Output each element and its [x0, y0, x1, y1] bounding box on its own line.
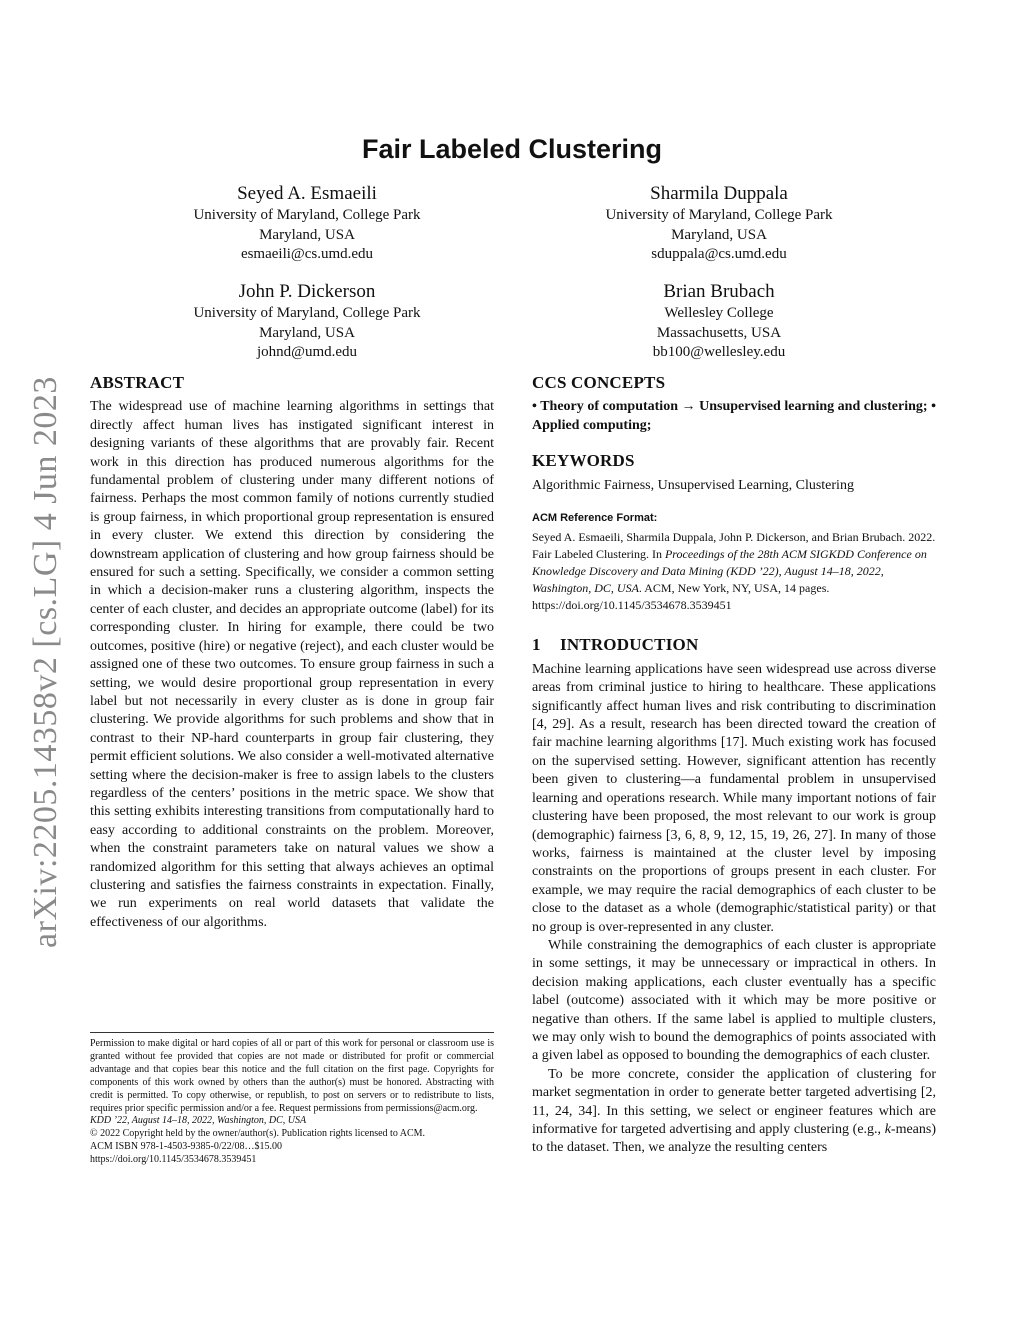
- reference-lead: Seyed A. Esmaeili, Sharmila Duppala, John P. Dickerson, and Brian Brubach. 2022. Fair Labeled Clustering. In: [532, 530, 936, 562]
- author-block: [539, 182, 899, 265]
- section-number: 1: [532, 635, 541, 655]
- author-name: Brian Brubach: [663, 281, 775, 302]
- arxiv-identifier: arXiv:2205.14358v2 [cs.LG] 4 Jun 2023: [27, 376, 64, 948]
- author-location: Massachusetts, USA: [656, 324, 782, 341]
- introduction-heading: [532, 636, 936, 654]
- author-affiliation: Wellesley College: [664, 305, 774, 321]
- author-location: Maryland, USA: [259, 324, 355, 341]
- author-email[interactable]: bb100@wellesley.edu: [652, 344, 786, 360]
- copyright-line: © 2022 Copyright held by the owner/author(s). Publication rights licensed to ACM.: [90, 1128, 426, 1140]
- author-block: [127, 182, 487, 265]
- intro-paragraph: Machine learning applications have seen widespread use across diverse areas from criminal justice to hiring to healthcare. These applications significantly affect human lives and risk contributing to discrimination [4, 29]. As a result, research has been directed toward the creation of fair machine learning algorithms [17]. Much existing work has focused on the supervised setting. However, significant attention has recently been given to clustering—a fundamental problem in unsupervised learning and operations research. While many important notions of fair clustering have been proposed, the most relevant to our work is group (demographic) fairness [3, 6, 8, 9, 12, 15, 19, 26, 27]. In many of those works, fairness is maintained at the cluster level by imposing constraints on the proportions of groups present in each cluster. For example, we may require the racial demographics of each cluster to be close to the dataset as a whole (demographic/statistical parity) or that no group is over-represented in any cluster.: [532, 661, 936, 935]
- left-column: [90, 374, 494, 932]
- author-location: Maryland, USA: [259, 226, 355, 243]
- section-title: INTRODUCTION: [560, 635, 699, 655]
- author-name: John P. Dickerson: [238, 281, 376, 302]
- ccs-item: Theory of computation: [540, 399, 678, 415]
- author-email[interactable]: sduppala@cs.umd.edu: [651, 246, 787, 262]
- intro-text: -means) to the dataset. Then, we analyze the resulting centers: [532, 1122, 936, 1156]
- copyright-footnote: [90, 1032, 494, 1167]
- ccs-heading: CCS CONCEPTS: [532, 373, 666, 392]
- author-name: Sharmila Duppala: [650, 183, 788, 204]
- author-affiliation: University of Maryland, College Park: [193, 207, 421, 223]
- reference-venue: Proceedings of the 28th ACM SIGKDD Conference on Knowledge Discovery and Data Mining (KDD ’22), August 14–18, 2022, Washington, DC, USA: [532, 547, 927, 596]
- ccs-item: Unsupervised learning and clustering: [699, 399, 923, 415]
- arrow-right-icon: →: [681, 399, 696, 415]
- author-location: Maryland, USA: [671, 226, 767, 243]
- reference-format-heading: ACM Reference Format:: [532, 512, 658, 525]
- ccs-concepts: • Theory of computation → Unsupervised learning and clustering; • Applied computing;: [532, 399, 937, 433]
- math-variable: k: [884, 1122, 891, 1137]
- intro-text: To be more concrete, consider the application of clustering for market segmentation in order to generate better targeted advertising [2, 11, 24, 34]. In this setting, we select or engineer features which are informative for targeted advertising and apply clustering (e.g.,: [532, 1066, 936, 1137]
- right-column: [532, 374, 936, 1158]
- intro-paragraph: [532, 1066, 936, 1158]
- reference-tail: . ACM, New York, NY, USA, 14 pages. https://doi.org/10.1145/3534678.3539451: [532, 581, 830, 613]
- bullet-icon: •: [931, 399, 937, 415]
- isbn-line: ACM ISBN 978-1-4503-9385-0/22/08…$15.00: [90, 1141, 282, 1153]
- reference-format-text: [532, 529, 936, 614]
- paper-title: Fair Labeled Clustering: [361, 134, 663, 164]
- author-affiliation: University of Maryland, College Park: [193, 305, 421, 321]
- author-email[interactable]: esmaeili@cs.umd.edu: [240, 246, 374, 262]
- author-name: Seyed A. Esmaeili: [237, 183, 377, 204]
- intro-paragraph: While constraining the demographics of each cluster is appropriate in some settings, it may be unnecessary or impractical in others. In decision making applications, each cluster eventually has a specific label (outcome) associated with it which may be more positive or negative than others. If the same label is applied to multiple clusters, we may only wish to bound the demographics of points associated with a given label as opposed to bounding the demographics of each cluster.: [532, 937, 936, 1064]
- abstract-heading: ABSTRACT: [90, 373, 185, 392]
- author-affiliation: University of Maryland, College Park: [605, 207, 833, 223]
- keywords-heading: KEYWORDS: [532, 451, 635, 471]
- bullet-icon: •: [532, 399, 537, 415]
- keywords-text: Algorithmic Fairness, Unsupervised Learning, Clustering: [532, 477, 854, 493]
- author-block: [539, 280, 899, 363]
- doi-link[interactable]: https://doi.org/10.1145/3534678.3539451: [90, 1154, 257, 1166]
- ccs-item: Applied computing: [532, 417, 647, 433]
- abstract-text: The widespread use of machine learning algorithms in settings that directly affect human lives has instigated significant interest in designing variants of these algorithms that are provably fair. Recent work in this direction has produced numerous algorithms for the fundamental problem of clustering under many different notions of fairness. Perhaps the most common family of notions currently studied is group fairness, in which proportional group representation is ensured in every cluster. We extend this direction by considering the downstream application of clustering and how group fairness should be ensured for such a setting. Specifically, we consider a common setting in which a decision-maker runs a clustering algorithm, inspects the center of each cluster, and decides an appropriate outcome (label) for its corresponding cluster. In hiring for example, there could be two outcomes, positive (hire) or negative (reject), and each cluster would be assigned one of these two outcomes. To ensure group fairness in such a setting, we would desire proportional group representation in every label but not necessarily in every cluster as is done in group fair clustering. We provide algorithms for such problems and show that in contrast to their NP-hard counterparts in group fair clustering, they permit efficient solutions. We also consider a well-motivated alternative setting where the decision-maker is free to assign labels to the clusters regardless of the centers’ positions in the metric space. We show that this setting exhibits interesting transitions from computationally hard to easy according to additional constraints on the problem. Moreover, when the constraint parameters take on natural values we show a randomized algorithm for this setting that always achieves an optimal clustering and satisfies the fairness constraints in expectation. Finally, we run experiments on real world datasets that validate the effectiveness of our algorithms.: [90, 399, 494, 930]
- author-email[interactable]: johnd@umd.edu: [256, 344, 358, 360]
- reference-format: [532, 509, 936, 614]
- conference-line: KDD ’22, August 14–18, 2022, Washington, DC, USA: [90, 1115, 307, 1127]
- author-block: [127, 280, 487, 363]
- permission-notice: Permission to make digital or hard copies of all or part of this work for personal or classroom use is granted without fee provided that copies are not made or distributed for profit or commercial advantage and that copies bear this notice and the full citation on the first page. Copyrights for components of this work owned by others than the author(s) must be honored. Abstracting with credit is permitted. To copy otherwise, or republish, to post on servers or to redistribute to lists, requires prior specific permission and/or a fee. Request permissions from permissions@acm.org.: [90, 1038, 494, 1114]
